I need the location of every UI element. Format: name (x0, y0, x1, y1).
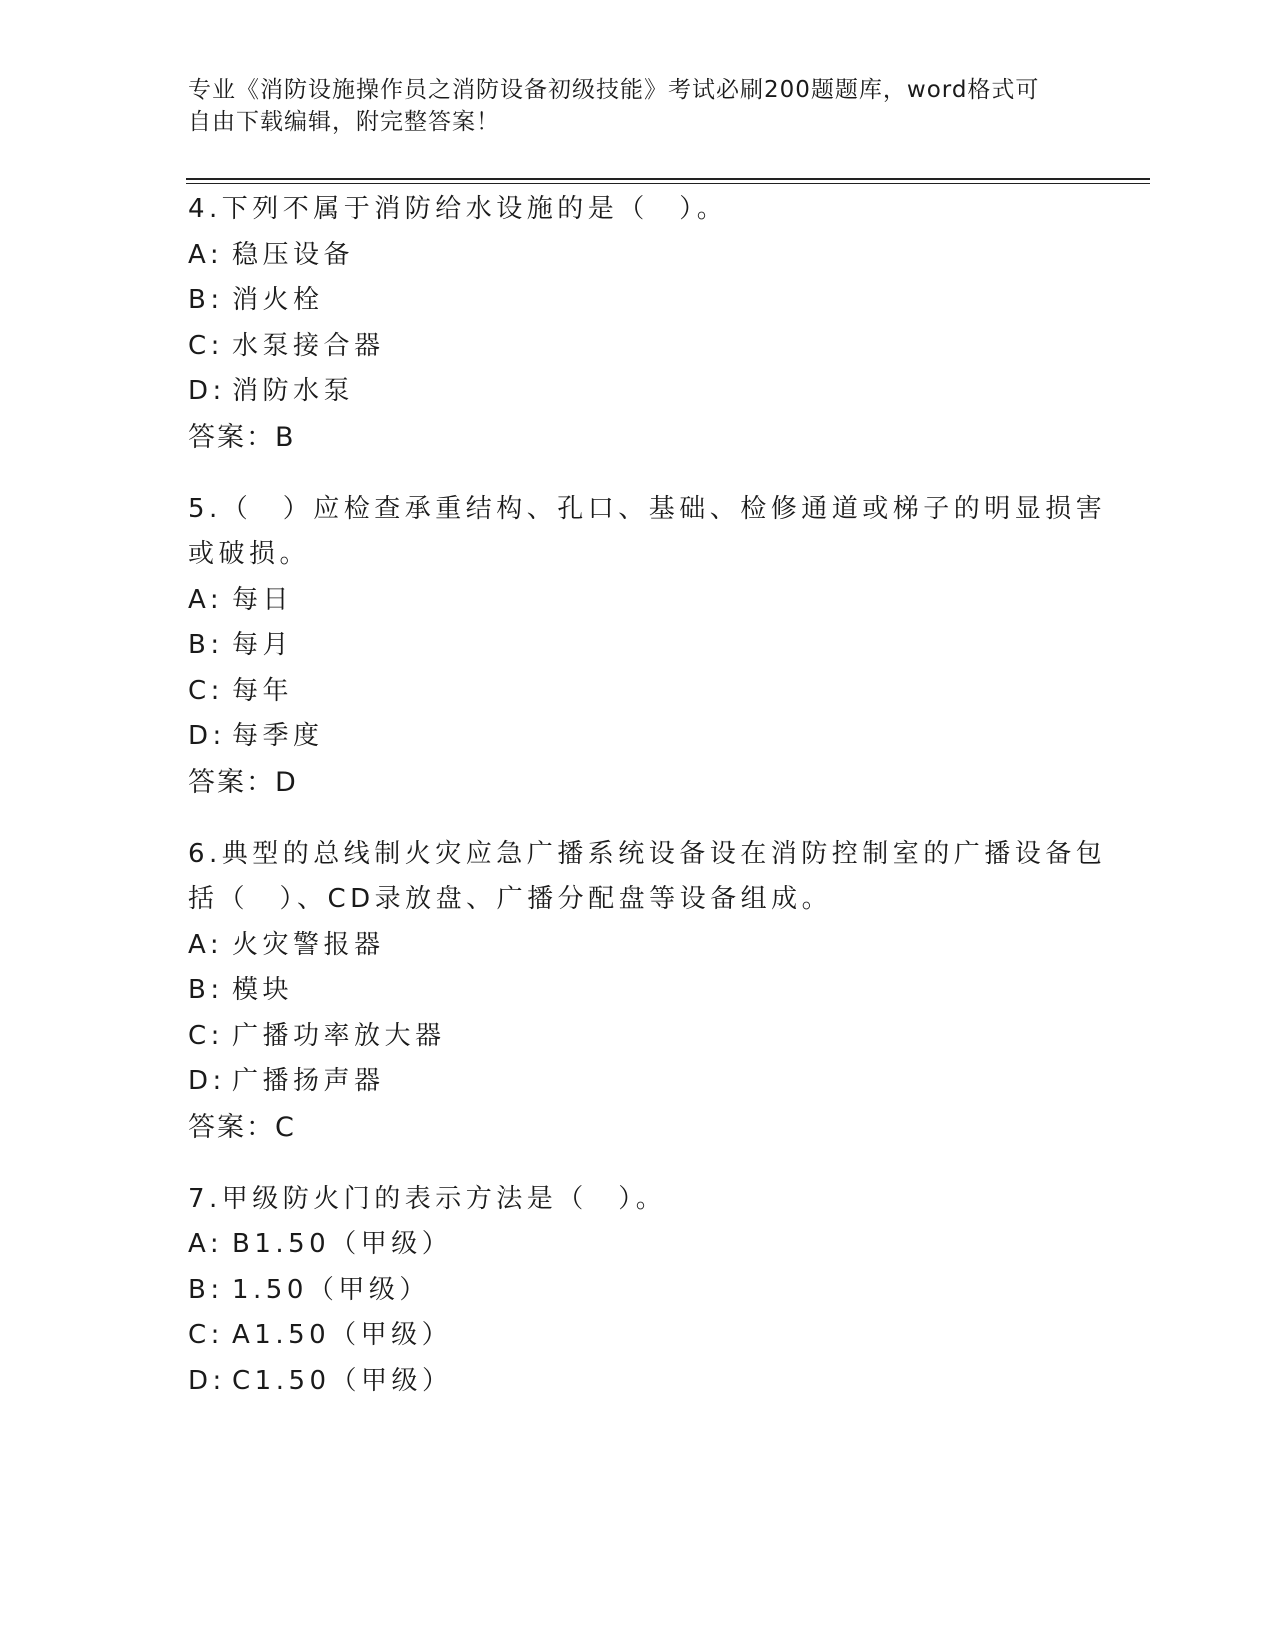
option-letter: B: (188, 285, 224, 315)
answer-line: 答案：D (188, 766, 298, 798)
option-text: 每季度 (232, 721, 324, 751)
option-text: 每日 (232, 584, 294, 615)
option-letter: B: (188, 1274, 224, 1305)
question-5 (188, 487, 1107, 806)
option-a (188, 578, 1068, 624)
document-header (188, 74, 1088, 138)
header-divider-thin (186, 183, 1150, 184)
option-text: 广播功率放大器 (232, 1020, 446, 1051)
option-text: C1.50（甲级） (232, 1365, 453, 1396)
option-text: 稳压设备 (232, 239, 355, 270)
question-stem: 7.甲级防火门的表示方法是（ ）。 (188, 1183, 667, 1214)
option-text: 1.50（甲级） (232, 1274, 430, 1305)
question-stem: 6.典型的总线制火灾应急广播系统设备设在消防控制室的广播设备包 (188, 838, 1107, 869)
header-line-2: 自由下载编辑，附完整答案！ (188, 109, 500, 135)
answer-line: 答案：B (188, 421, 296, 453)
option-c (188, 669, 1068, 715)
answer-line: 答案：C (188, 1111, 296, 1143)
option-c (188, 324, 1068, 370)
option-a (188, 923, 1068, 969)
option-b (188, 968, 1068, 1014)
option-text: 模块 (232, 975, 294, 1005)
option-letter: A: (188, 1229, 224, 1259)
question-4 (188, 187, 1068, 461)
option-b (188, 623, 1068, 669)
option-text: 火灾警报器 (232, 929, 385, 960)
question-list (188, 187, 1107, 1430)
option-letter: B: (188, 630, 224, 660)
header-divider-thick (186, 178, 1150, 180)
option-d (188, 1359, 1068, 1405)
option-d (188, 1059, 1068, 1105)
header-line-1: 专业《消防设施操作员之消防设备初级技能》考试必刷200题题库，word格式可 (188, 77, 1040, 103)
option-text: 每年 (232, 675, 294, 706)
option-c (188, 1014, 1068, 1060)
option-text: B1.50（甲级） (232, 1229, 453, 1259)
option-letter: A: (188, 929, 224, 960)
question-stem-continued: 或破损。 (188, 539, 311, 569)
question-stem-continued: 括（ ）、CD录放盘、广播分配盘等设备组成。 (188, 884, 833, 914)
option-letter: C: (188, 1020, 224, 1051)
option-letter: B: (188, 975, 224, 1005)
option-a (188, 233, 1068, 279)
option-text: 每月 (232, 630, 294, 660)
option-letter: D: (188, 376, 226, 406)
question-stem: 4.下列不属于消防给水设施的是（ ）。 (188, 194, 728, 224)
option-b (188, 278, 1068, 324)
option-letter: C: (188, 675, 224, 706)
option-text: 消防水泵 (232, 376, 355, 406)
option-c (188, 1313, 1068, 1359)
option-letter: A: (188, 584, 224, 615)
option-text: 广播扬声器 (232, 1066, 385, 1096)
question-7 (188, 1177, 1068, 1405)
option-d (188, 714, 1068, 760)
option-text: A1.50（甲级） (232, 1320, 453, 1350)
option-letter: D: (188, 1066, 226, 1096)
option-letter: D: (188, 1365, 226, 1396)
option-letter: C: (188, 330, 224, 361)
option-letter: A: (188, 239, 224, 270)
option-d (188, 369, 1068, 415)
question-stem: 5.（ ）应检查承重结构、孔口、基础、检修通道或梯子的明显损害 (188, 493, 1107, 524)
question-6 (188, 832, 1107, 1151)
option-letter: D: (188, 721, 226, 751)
option-letter: C: (188, 1320, 224, 1350)
option-text: 消火栓 (232, 285, 324, 315)
option-a (188, 1222, 1068, 1268)
option-b (188, 1268, 1068, 1314)
option-text: 水泵接合器 (232, 330, 385, 361)
